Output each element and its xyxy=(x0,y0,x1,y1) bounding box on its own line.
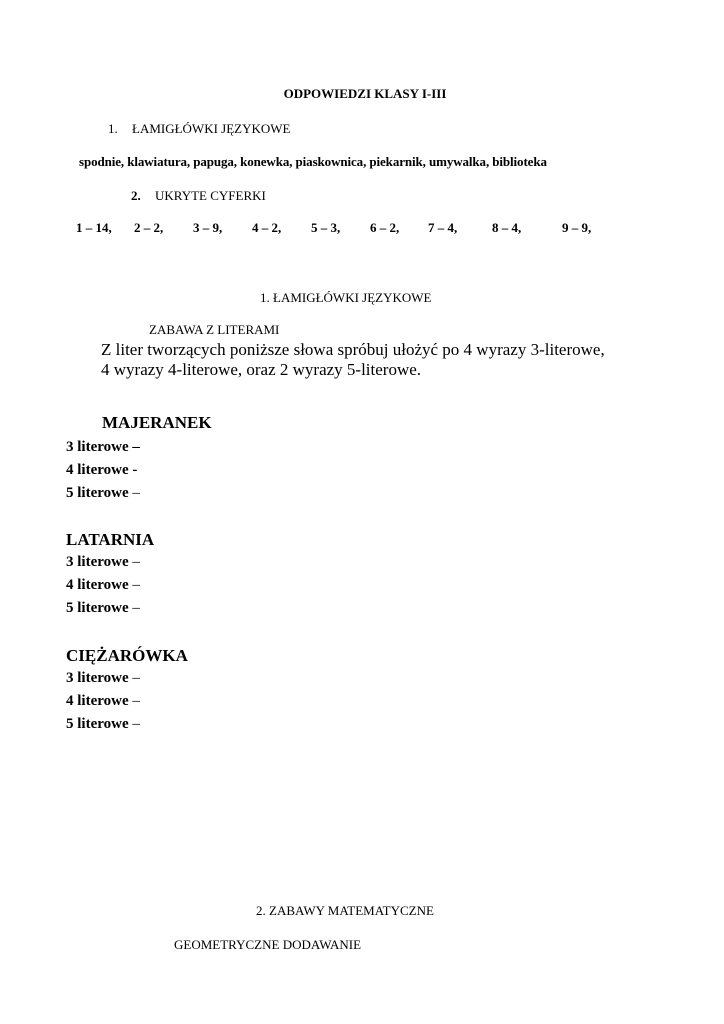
section-label: UKRYTE CYFERKI xyxy=(155,188,266,203)
group-row xyxy=(66,716,140,733)
answers-words: spodnie, klawiatura, papuga, konewka, piaskownica, piekarnik, umywalka, biblioteka xyxy=(79,154,547,169)
part2-subheading: GEOMETRYCZNE DODAWANIE xyxy=(174,937,362,952)
group-word: CIĘŻARÓWKA xyxy=(66,646,188,665)
row-sep: – xyxy=(128,577,140,593)
row-sep: – xyxy=(128,670,140,686)
digit-answer: 8 – 4, xyxy=(492,220,522,235)
digit-answer: 7 – 4, xyxy=(428,220,458,235)
digit-answer: 5 – 3, xyxy=(311,220,341,235)
section-number: 2. xyxy=(131,188,141,203)
digit-answer: 6 – 2, xyxy=(370,220,400,235)
answers-section2-heading xyxy=(131,188,266,204)
group-word: MAJERANEK xyxy=(102,413,212,432)
row-label: 4 literowe xyxy=(66,577,129,593)
page-title: ODPOWIEDZI KLASY I-III xyxy=(283,86,447,101)
digit-answer: 9 – 9, xyxy=(562,220,592,235)
row-label: 3 literowe xyxy=(66,554,129,570)
section-number: 1. xyxy=(108,121,118,136)
row-label: 5 literowe xyxy=(66,716,129,732)
row-sep: – xyxy=(128,554,140,570)
part2-heading: 2. ZABAWY MATEMATYCZNE xyxy=(256,903,434,918)
group-row xyxy=(66,485,140,502)
instruction-line: Z liter tworzących poniższe słowa spróbuj ułożyć po 4 wyrazy 3-literowe, xyxy=(101,340,605,359)
digit-answer: 4 – 2, xyxy=(252,220,282,235)
group-row xyxy=(66,577,140,594)
group-row xyxy=(66,439,140,456)
row-sep: – xyxy=(128,600,140,616)
row-label: 5 literowe xyxy=(66,600,129,616)
game-title: ZABAWA Z LITERAMI xyxy=(149,322,280,337)
digit-answer: 2 – 2, xyxy=(134,220,164,235)
group-row xyxy=(66,554,140,571)
row-label: 4 literowe xyxy=(66,462,129,478)
digit-answer: 3 – 9, xyxy=(193,220,223,235)
row-label: 5 literowe xyxy=(66,485,129,501)
group-row xyxy=(66,462,137,479)
row-sep: – xyxy=(128,693,140,709)
section-label: ŁAMIGŁÓWKI JĘZYKOWE xyxy=(132,121,291,136)
row-label: 3 literowe xyxy=(66,670,129,686)
digit-answer: 1 – 14, xyxy=(76,220,112,235)
group-row xyxy=(66,693,140,710)
group-row xyxy=(66,670,140,687)
row-sep: – xyxy=(128,439,140,455)
group-row xyxy=(66,600,140,617)
row-sep: – xyxy=(128,485,140,501)
row-label: 4 literowe xyxy=(66,693,129,709)
row-label: 3 literowe xyxy=(66,439,129,455)
group-word: LATARNIA xyxy=(66,530,155,549)
instruction-line: 4 wyrazy 4-literowe, oraz 2 wyrazy 5-literowe. xyxy=(101,360,422,379)
answers-section1-heading xyxy=(108,121,291,137)
part1-heading: 1. ŁAMIGŁÓWKI JĘZYKOWE xyxy=(260,290,432,305)
row-sep: - xyxy=(128,462,138,478)
instruction xyxy=(101,340,605,380)
row-sep: – xyxy=(128,716,140,732)
